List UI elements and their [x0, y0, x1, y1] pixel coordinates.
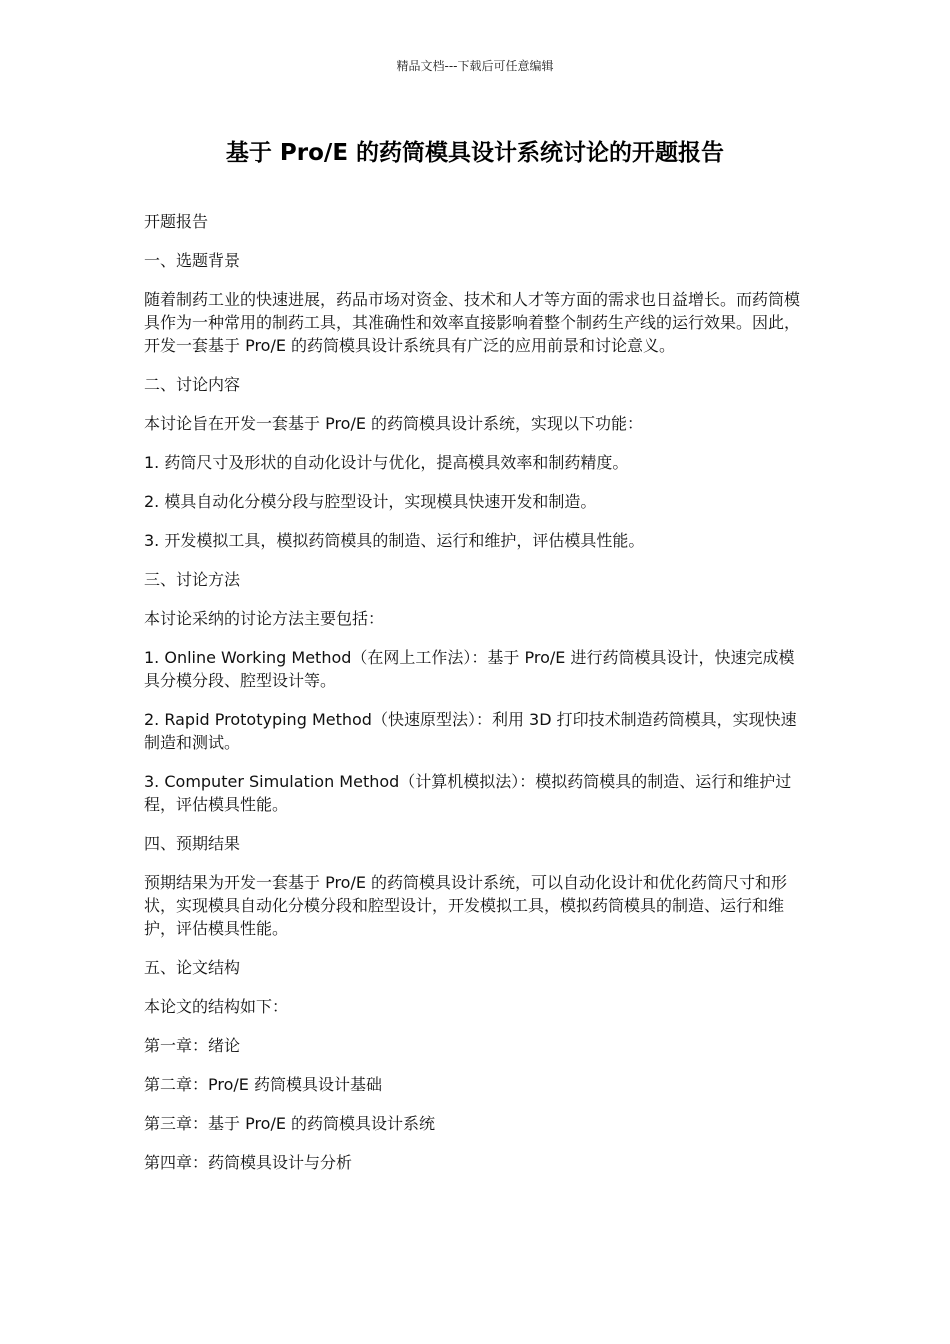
section-heading-structure: 五、论文结构 [144, 958, 241, 977]
section-heading-methods: 三、讨论方法 [144, 570, 241, 589]
page-header: 精品文档---下载后可任意编辑 [396, 59, 554, 73]
section-heading-content: 二、讨论内容 [144, 375, 241, 394]
list-item-method-3: 3. Computer Simulation Method（计算机模拟法）：模拟药筒模具的制造、运行和维护过程，评估模具性能。 [144, 772, 792, 814]
document-body [144, 210, 800, 1190]
paragraph-structure-intro: 本论文的结构如下： [144, 997, 289, 1016]
paragraph-background: 随着制药工业的快速进展，药品市场对资金、技术和人才等方面的需求也日益增长。而药筒模具作为一种常用的制药工具，其准确性和效率直接影响着整个制药生产线的运行效果。因此，开发一套基于 Pro/E 的药筒模具设计系统具有广泛的应用前景和讨论意义。 [144, 290, 801, 355]
section-heading-background: 一、选题背景 [144, 251, 241, 270]
chapter-item-2: 第二章：Pro/E 药筒模具设计基础 [144, 1075, 382, 1094]
paragraph-report-label: 开题报告 [144, 212, 209, 231]
document-title: 基于 Pro/E 的药筒模具设计系统讨论的开题报告 [225, 140, 725, 166]
paragraph-content-intro: 本讨论旨在开发一套基于 Pro/E 的药筒模具设计系统，实现以下功能： [144, 414, 644, 433]
list-item-method-1: 1. Online Working Method（在网上工作法）：基于 Pro/E 进行药筒模具设计，快速完成模具分模分段、腔型设计等。 [144, 648, 795, 690]
section-heading-results: 四、预期结果 [144, 834, 241, 853]
chapter-item-1: 第一章：绪论 [144, 1036, 241, 1055]
paragraph-methods-intro: 本讨论采纳的讨论方法主要包括： [144, 609, 385, 628]
chapter-item-3: 第三章：基于 Pro/E 的药筒模具设计系统 [144, 1114, 436, 1133]
paragraph-results: 预期结果为开发一套基于 Pro/E 的药筒模具设计系统，可以自动化设计和优化药筒尺寸和形状，实现模具自动化分模分段和腔型设计，开发模拟工具，模拟药筒模具的制造、运行和维护，评估模具性能。 [144, 873, 788, 938]
list-item-content-1: 1. 药筒尺寸及形状的自动化设计与优化，提高模具效率和制药精度。 [144, 453, 629, 472]
chapter-item-4: 第四章：药筒模具设计与分析 [144, 1153, 353, 1172]
list-item-content-3: 3. 开发模拟工具，模拟药筒模具的制造、运行和维护，评估模具性能。 [144, 531, 645, 550]
list-item-content-2: 2. 模具自动化分模分段与腔型设计，实现模具快速开发和制造。 [144, 492, 597, 511]
list-item-method-2: 2. Rapid Prototyping Method（快速原型法）：利用 3D 打印技术制造药筒模具，实现快速制造和测试。 [144, 710, 797, 752]
